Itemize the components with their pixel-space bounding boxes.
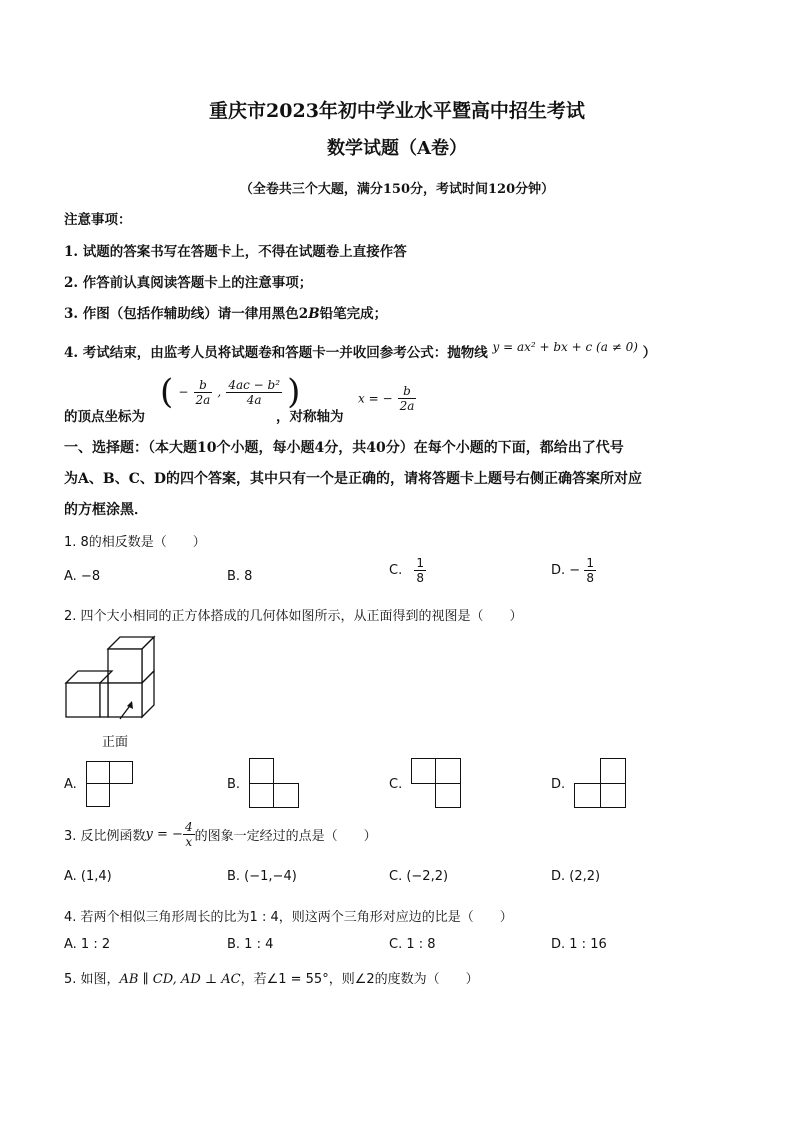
q1-option-b[interactable]: B. 8 xyxy=(227,569,253,584)
question-3-stem: 3. 反比例函数y = − $\frac{4}{x}$ 的图象一定经过的点是（ ） xyxy=(64,820,377,849)
q2-option-a-view-icon[interactable] xyxy=(86,761,136,807)
q2-option-c[interactable]: C. xyxy=(389,777,403,792)
q4-option-c[interactable]: C. 1 : 8 xyxy=(389,937,436,952)
section1-line1: 一、选择题：（本大题10个小题，每小题4分，共40分）在每个小题的下面，都给出了代号 xyxy=(64,440,624,456)
question-2-stem: 2. 四个大小相同的正方体搭成的几何体如图所示，从正面得到的视图是（ ） xyxy=(64,609,523,624)
q4-option-d[interactable]: D. 1 : 16 xyxy=(551,937,607,952)
notice-item-4: 4. 考试结束，由监考人员将试题卷和答题卡一并收回参考公式：抛物线 y = ax² + bx + c (a ≠ 0) ） xyxy=(64,340,657,361)
notice-item-3: 3. 作图（包括作辅助线）请一律用黑色2B铅笔完成； xyxy=(64,306,388,322)
q3-option-a[interactable]: A. (1,4) xyxy=(64,869,112,884)
axis-formula: x = − $\frac{b}{2a}$ xyxy=(358,384,415,413)
q1-option-d[interactable]: D. − $\frac{1}{8}$ xyxy=(551,556,594,585)
q2-option-b[interactable]: B. xyxy=(227,777,241,792)
notice-item-2: 2. 作答前认真阅读答题卡上的注意事项； xyxy=(64,275,313,291)
front-view-label: 正面 xyxy=(102,735,129,750)
q1-option-a[interactable]: A. −8 xyxy=(64,569,101,584)
q4-option-b[interactable]: B. 1 : 4 xyxy=(227,937,274,952)
cube-figure xyxy=(62,633,162,728)
parabola-formula: y = ax² + bx + c (a ≠ 0) xyxy=(492,340,638,354)
question-4-stem: 4. 若两个相似三角形周长的比为1 : 4，则这两个三角形对应边的比是（ ） xyxy=(64,910,513,925)
section1-line3: 的方框涂黑． xyxy=(64,502,148,518)
vertex-formula: ( − $\frac{b}{2a}$ , $\frac{\text{4ac − b²}}{4a}$ ) xyxy=(160,372,301,412)
q4-option-a[interactable]: A. 1 : 2 xyxy=(64,937,111,952)
axis-label: ，对称轴为 xyxy=(276,409,344,425)
exam-note: （全卷共三个大题，满分150分，考试时间120分钟） xyxy=(239,182,555,197)
q1-option-c[interactable]: C. $\frac{1}{8}$ xyxy=(389,556,424,585)
notice-heading: 注意事项： xyxy=(64,212,132,228)
exam-subtitle: 数学试题（A卷） xyxy=(327,138,467,159)
q2-option-b-view-icon[interactable] xyxy=(249,758,301,808)
question-5-stem: 5. 如图，AB ∥ CD, AD ⊥ AC，若∠1 = 55°，则∠2的度数为（ ） xyxy=(64,972,479,987)
q2-option-d-view-icon[interactable] xyxy=(574,758,628,808)
question-1-stem: 1. 8的相反数是（ ） xyxy=(64,535,206,550)
section1-line2: 为A、B、C、D的四个答案，其中只有一个是正确的，请将答题卡上题号右侧正确答案所对应 xyxy=(64,471,642,487)
exam-title: 重庆市2023年初中学业水平暨高中招生考试 xyxy=(209,100,585,122)
q3-option-c[interactable]: C. (−2,2) xyxy=(389,869,449,884)
q2-option-c-view-icon[interactable] xyxy=(411,758,463,808)
notice-item-1: 1. 试题的答案书写在答题卡上，不得在试题卷上直接作答 xyxy=(64,244,407,260)
q2-option-d[interactable]: D. xyxy=(551,777,566,792)
q3-option-b[interactable]: B. (−1,−4) xyxy=(227,869,297,884)
q3-option-d[interactable]: D. (2,2) xyxy=(551,869,601,884)
q2-option-a[interactable]: A. xyxy=(64,777,77,792)
vertex-label: 的顶点坐标为 xyxy=(64,409,145,425)
